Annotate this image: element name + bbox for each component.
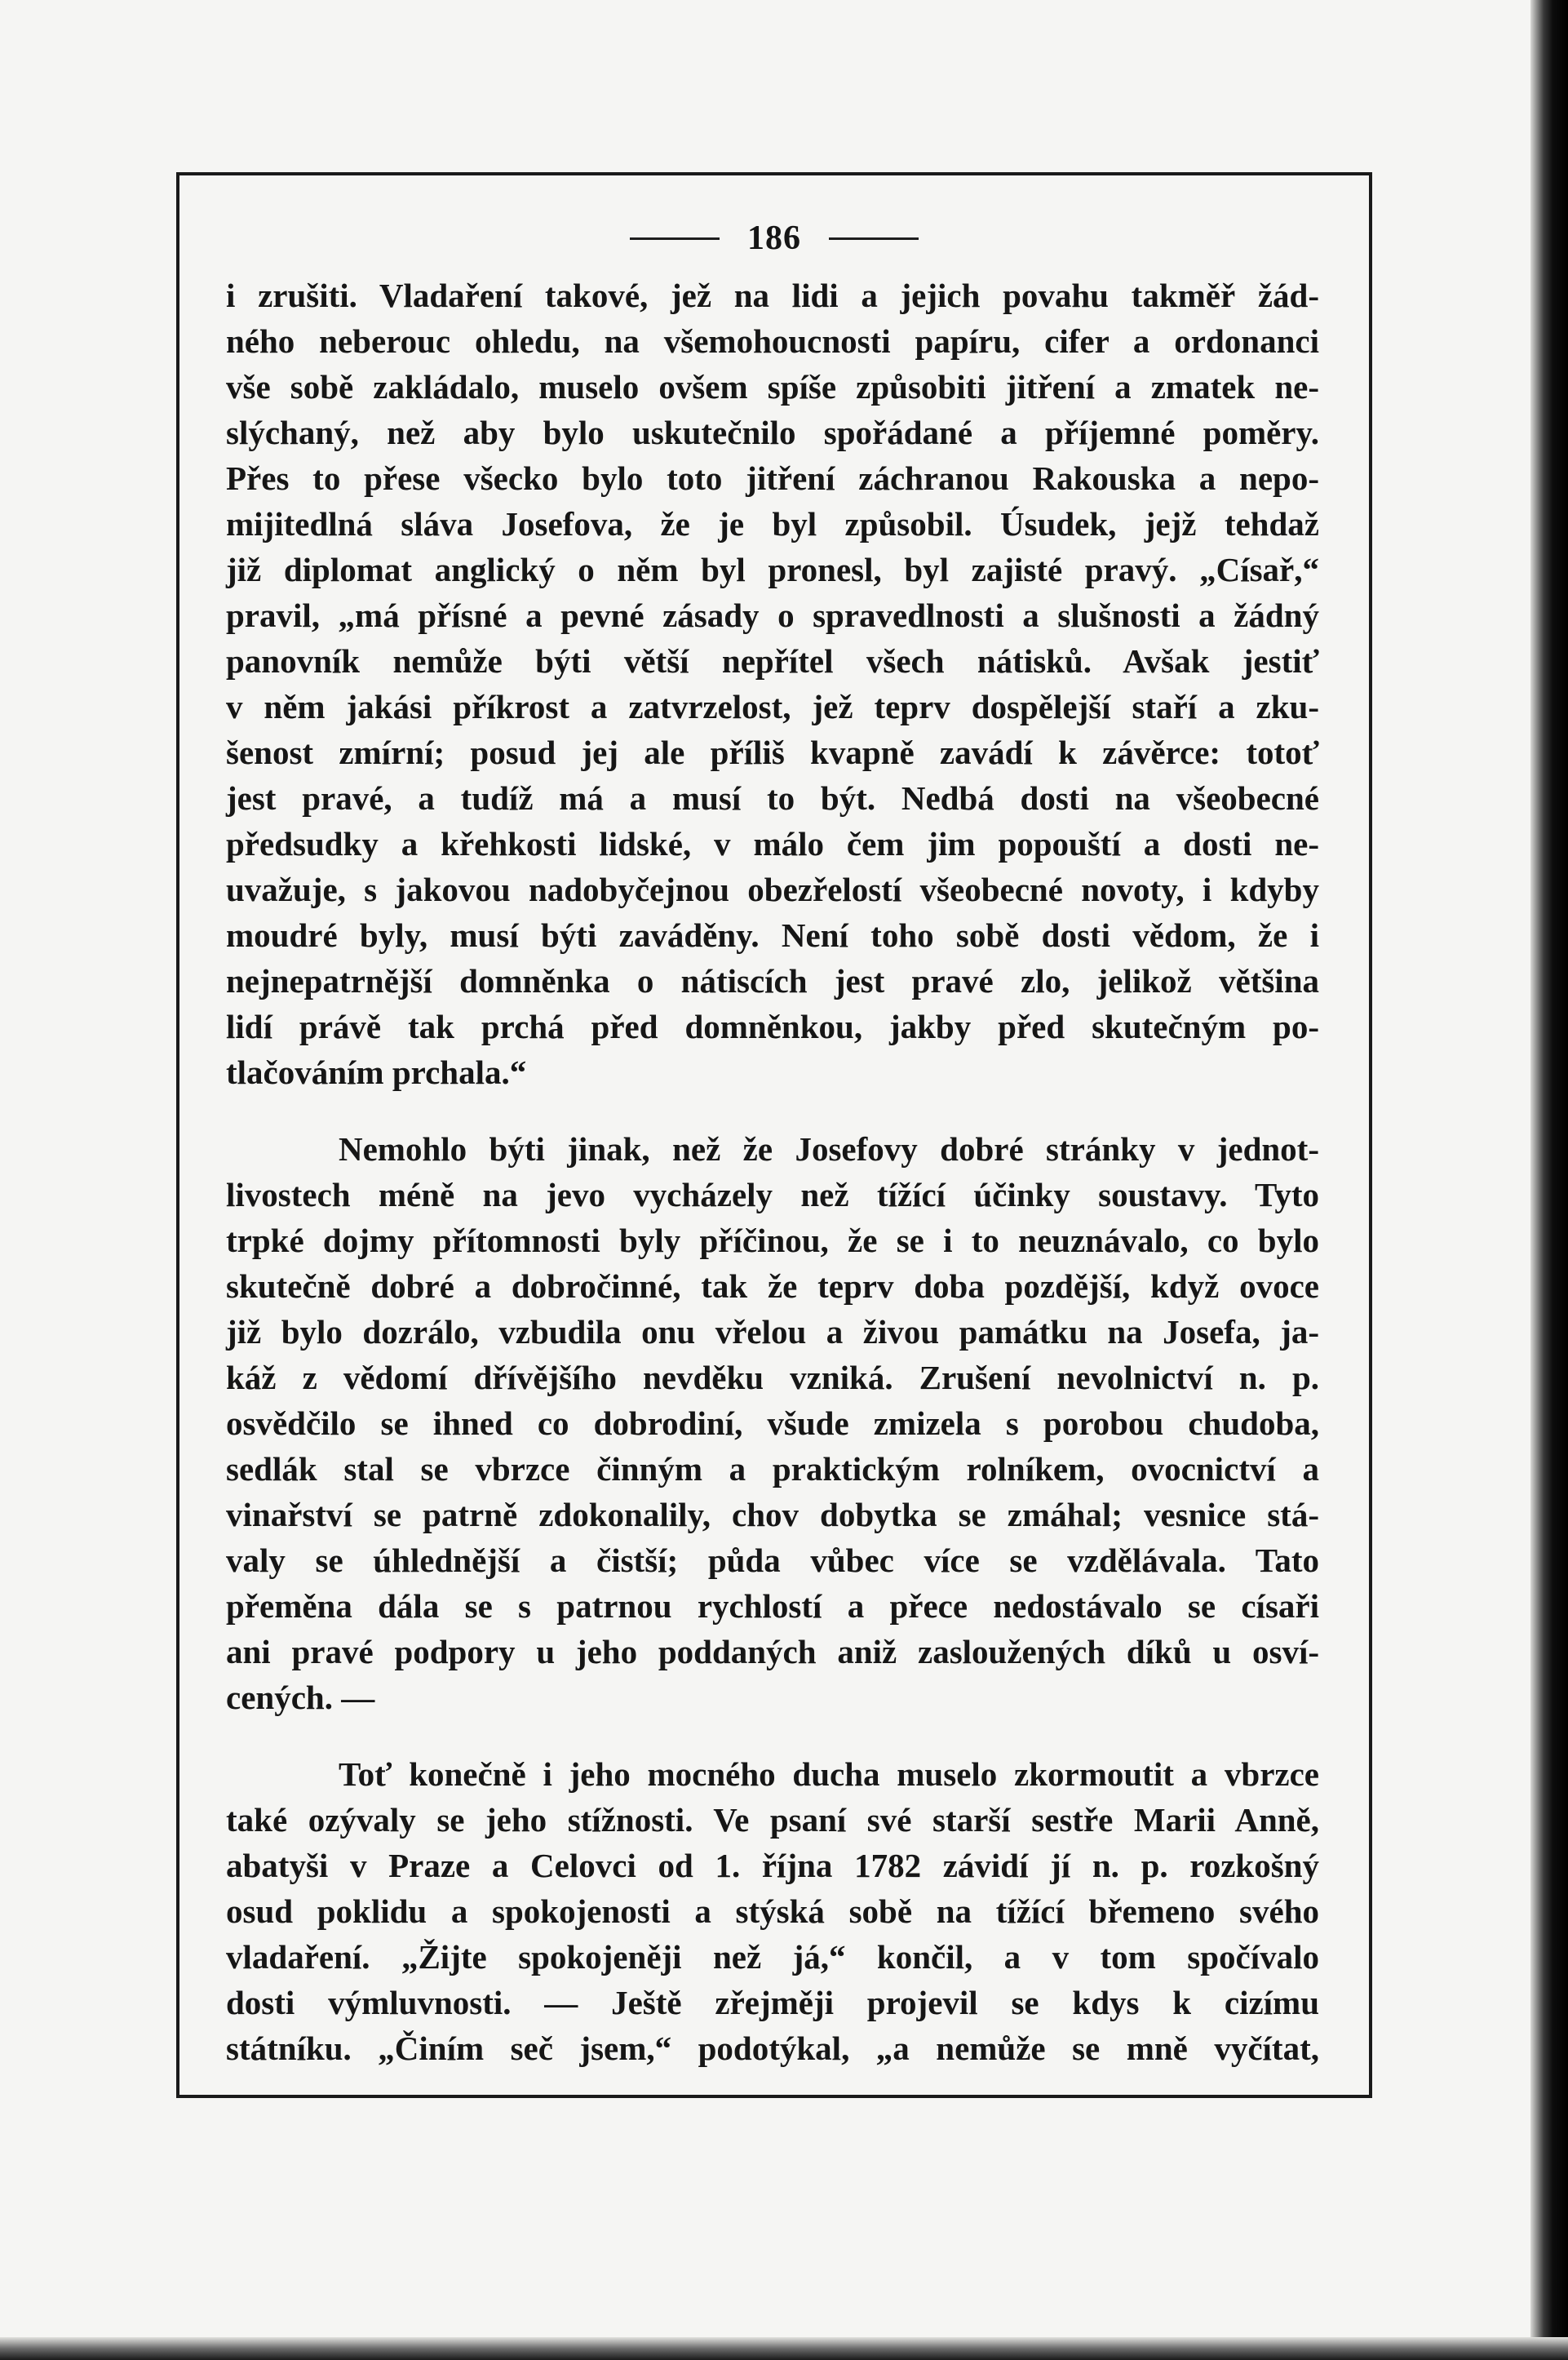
text-line: státníku. „Činím seč jsem,“ podotýkal, „a nemůže se mně vyčítat, [226,2030,1319,2067]
text-line: skutečně dobré a dobročinné, tak že teprv doba pozdější, když ovoce [226,1267,1319,1305]
text-line: pravil, „má přísné a pevné zásady o spravedlnosti a slušnosti a žádný [226,597,1319,634]
text-line: přeměna dála se s patrnou rychlostí a přece nedostávalo se císaři [226,1587,1319,1625]
text-line: předsudky a křehkosti lidské, v málo čem jim popouští a dosti ne- [226,825,1319,863]
text-line: ani pravé podpory u jeho poddaných aniž zasloužených díků u osví- [226,1633,1319,1670]
text-line: mijitedlná sláva Josefova, že je byl způsobil. Úsudek, jejž tehdaž [226,505,1319,543]
page-number: 186 [747,220,801,257]
text-line: panovník nemůže býti větší nepřítel všech nátisků. Avšak jestiť [226,642,1319,680]
paragraph [226,1751,1319,2071]
page-edge-bottom [0,2337,1568,2360]
header-rule-right [829,237,919,240]
text-line: dosti výmluvnosti. — Ještě zřejměji projevil se kdys k cizímu [226,1984,1319,2021]
page-edge-right [1530,0,1568,2360]
text-line: vladaření. „Žijte spokojeněji než já,“ končil, a v tom spočívalo [226,1938,1319,1976]
text-line: vše sobě zakládalo, muselo ovšem spíše způsobiti jitření a zmatek ne- [226,368,1319,406]
text-line: Nemohlo býti jinak, než že Josefovy dobré stránky v jednot- [339,1130,1319,1168]
text-line: již bylo dozrálo, vzbudila onu vřelou a živou památku na Josefa, ja- [226,1313,1319,1351]
text-line: abatyši v Praze a Celovci od 1. října 1782 závidí jí n. p. rozkošný [226,1847,1319,1884]
text-line: osud poklidu a spokojenosti a stýská sobě na tížící břemeno svého [226,1892,1319,1930]
text-line: valy se úhlednější a čistší; půda vůbec více se vzdělávala. Tato [226,1542,1319,1579]
page-header [176,214,1372,263]
paragraph [226,273,1319,1095]
text-line: tlačováním prchala.“ [226,1054,527,1091]
text-line: nejnepatrnější domněnka o nátiscích jest pravé zlo, jelikož většina [226,962,1319,1000]
text-line: slýchaný, než aby bylo uskutečnilo spořádané a příjemné poměry. [226,414,1319,451]
header-rule-left [630,237,720,240]
text-line: již diplomat anglický o něm byl pronesl, byl zajisté pravý. „Císař,“ [226,551,1319,588]
text-line: lidí právě tak prchá před domněnkou, jakby před skutečným po- [226,1008,1319,1045]
text-line: Toť konečně i jeho mocného ducha muselo zkormoutit a vbrzce [339,1755,1319,1793]
text-line: také ozývaly se jeho stížnosti. Ve psaní své starší sestře Marii Anně, [226,1801,1319,1839]
text-line: Přes to přese všecko bylo toto jitření záchranou Rakouska a nepo- [226,459,1319,497]
text-line: osvědčilo se ihned co dobrodiní, všude zmizela s porobou chudoba, [226,1404,1319,1442]
text-line: v něm jakási příkrost a zatvrzelost, jež teprv dospělejší staří a zku- [226,688,1319,725]
text-line: ného neberouc ohledu, na všemohoucnosti papíru, cifer a ordonanci [226,322,1319,360]
text-line: moudré byly, musí býti zaváděny. Není toho sobě dosti vědom, že i [226,916,1319,954]
paragraph-gap [226,1095,1319,1126]
text-line: káž z vědomí dřívějšího nevděku vzniká. Zrušení nevolnictví n. p. [226,1359,1319,1396]
body-text [226,273,1319,2071]
text-line: cených. — [226,1679,375,1716]
text-line: jest pravé, a tudíž má a musí to být. Nedbá dosti na všeobecné [226,779,1319,817]
text-line: trpké dojmy přítomnosti byly příčinou, že se i to neuznávalo, co bylo [226,1222,1319,1259]
text-line: livostech méně na jevo vycházely než tížící účinky soustavy. Tyto [226,1176,1319,1213]
paragraph [226,1126,1319,1720]
text-line: uvažuje, s jakovou nadobyčejnou obezřelostí všeobecné novoty, i kdyby [226,871,1319,908]
paragraph-gap [226,1720,1319,1751]
text-line: sedlák stal se vbrzce činným a praktickým rolníkem, ovocnictví a [226,1450,1319,1488]
text-line: vinařství se patrně zdokonalily, chov dobytka se zmáhal; vesnice stá- [226,1496,1319,1533]
text-line: i zrušiti. Vladaření takové, jež na lidi a jejich povahu takměř žád- [226,277,1319,314]
text-line: šenost zmírní; posud jej ale příliš kvapně zavádí k závěrce: totoť [226,734,1319,771]
